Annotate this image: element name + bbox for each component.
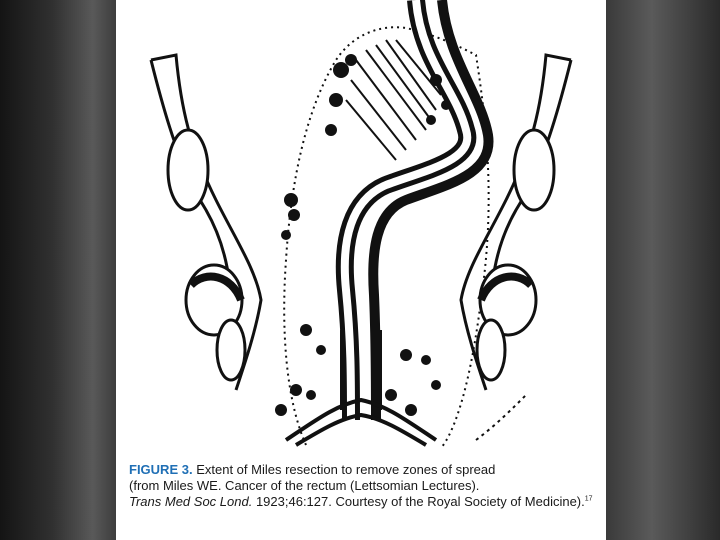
left-pelvic-wall (151, 55, 261, 390)
background-right (606, 0, 720, 540)
background-left (0, 0, 116, 540)
figure-source: (from Miles WE. Cancer of the rectum (Lettsomian Lectures). (129, 478, 480, 493)
figure-journal: Trans Med Soc Lond. (129, 494, 253, 509)
figure-title: Extent of Miles resection to remove zones of spread (196, 462, 496, 477)
lymph-nodes (275, 54, 451, 416)
figure-citation: 1923;46:127. Courtesy of the Royal Society of Medicine). (255, 494, 585, 509)
incision-mark (476, 395, 526, 440)
reference-superscript: 17 (584, 495, 593, 503)
figure-label: FIGURE 3. (129, 462, 193, 477)
slide-paper (116, 0, 606, 540)
rectum-colon (345, 0, 489, 420)
figure-caption (129, 462, 599, 510)
anatomy-illustration (136, 0, 586, 452)
perineum (286, 330, 436, 445)
